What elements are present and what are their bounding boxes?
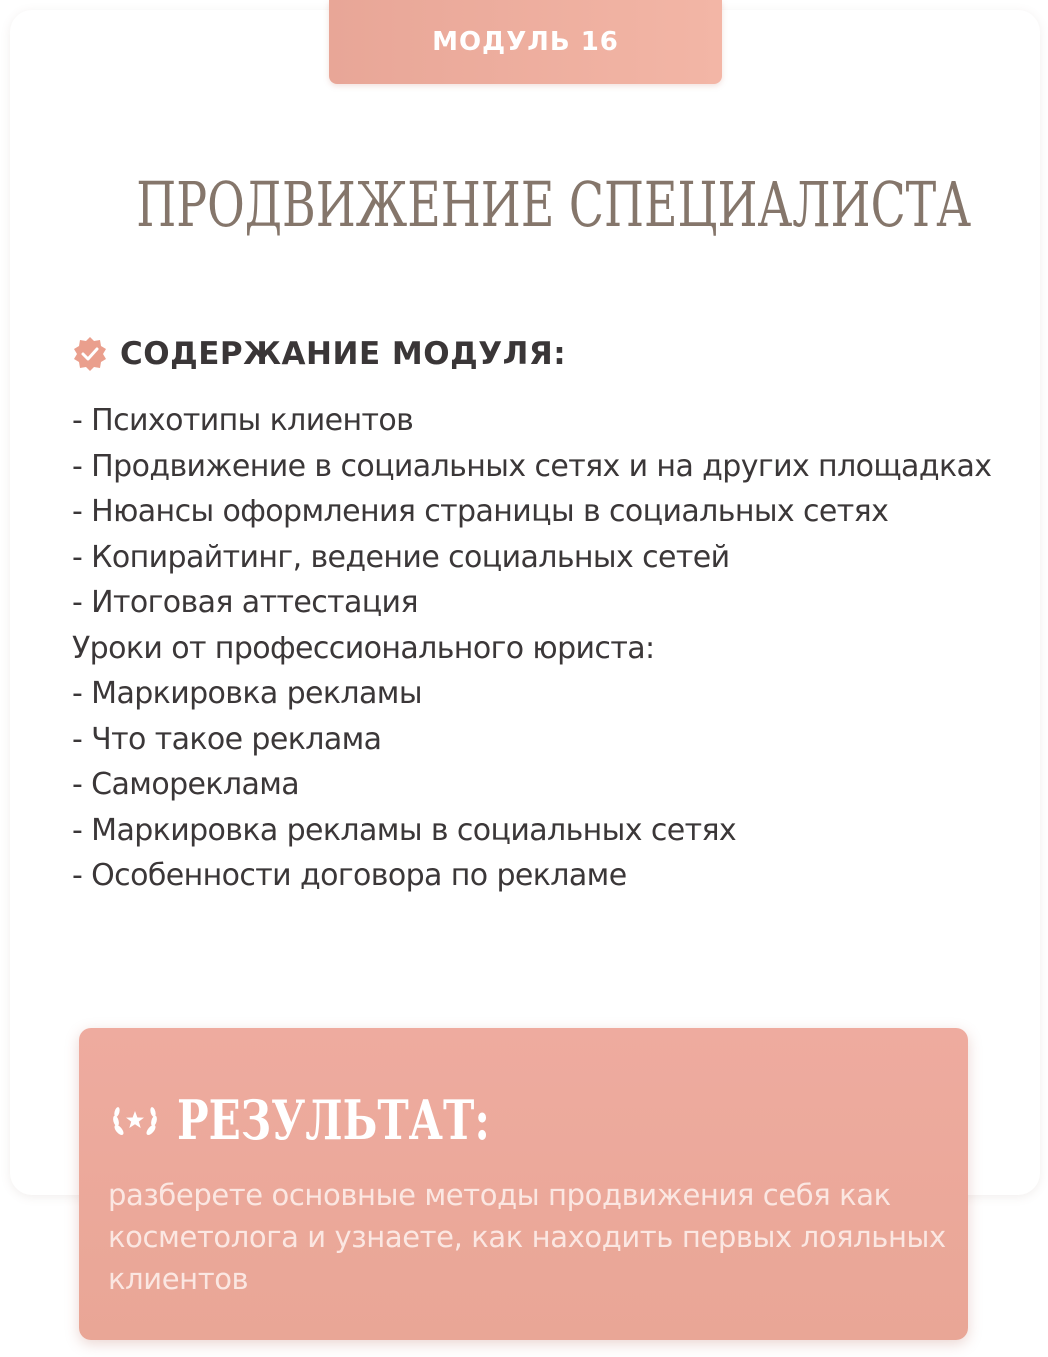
result-text: разберете основные методы продвижения себя как косметолога и узнаете, как находить первых лояльных клиентов [108, 1178, 946, 1296]
list-item: - Копирайтинг, ведение социальных сетей [72, 539, 730, 575]
module-title: ПРОДВИЖЕНИЕ СПЕЦИАЛИСТА [136, 168, 972, 241]
list-item: - Психотипы клиентов [72, 403, 414, 438]
result-title: РЕЗУЛЬТАТ: [177, 1088, 490, 1152]
list-item: - Итоговая аттестация [72, 585, 418, 620]
list-item: - Маркировка рекламы [72, 676, 422, 711]
contents-heading: СОДЕРЖАНИЕ МОДУЛЯ: [120, 336, 567, 372]
list-item: - Самореклама [72, 767, 300, 802]
result-header [109, 1088, 578, 1152]
check-badge-icon [72, 336, 108, 372]
contents-list [72, 398, 992, 899]
list-item: - Нюансы оформления страницы в социальных сетях [72, 494, 889, 529]
module-badge-label: МОДУЛЬ 16 [432, 27, 619, 57]
laurel-icon [109, 1100, 161, 1140]
list-item: - Особенности договора по рекламе [72, 858, 627, 893]
result-box [79, 1028, 968, 1340]
list-item: - Продвижение в социальных сетях и на других площадках [72, 448, 992, 484]
list-item: - Маркировка рекламы в социальных сетях [72, 812, 737, 848]
list-item: Уроки от профессионального юриста: [72, 630, 655, 666]
list-item: - Что такое реклама [72, 721, 382, 757]
module-badge [329, 0, 722, 84]
contents-header [72, 334, 566, 374]
